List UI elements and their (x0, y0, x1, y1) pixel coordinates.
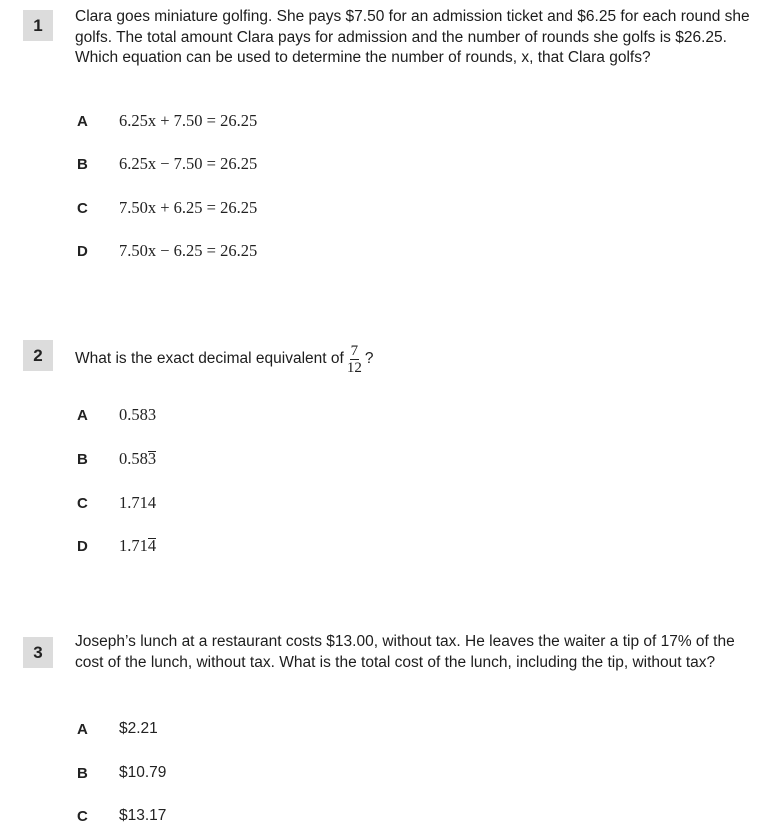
repeating-digit: 4 (147, 536, 157, 555)
answer-option-a[interactable] (77, 110, 257, 132)
stem-text: What is the exact decimal equivalent of (75, 349, 344, 367)
answer-option-a[interactable] (77, 718, 158, 740)
option-letter: B (77, 155, 88, 173)
stem-suffix: ? (364, 349, 374, 367)
fraction-numerator: 7 (350, 342, 359, 359)
option-letter: B (77, 764, 88, 782)
question-stem: Clara goes miniature golfing. She pays $7.50 for an admission ticket and $6.25 for each round she golfs. The total amount Clara pays for admission and the number of rounds she golfs is $26.25. Which equation can be used to determine the number of rounds, x, that Clara golfs? (75, 8, 750, 66)
option-text: 1.714 (119, 493, 157, 512)
fraction-denominator: 12 (346, 359, 362, 376)
fraction (347, 343, 362, 376)
option-text: $10.79 (119, 764, 167, 781)
option-text: 0.583 (119, 405, 157, 424)
answer-option-c[interactable] (77, 197, 257, 219)
answer-option-c[interactable] (77, 805, 166, 827)
option-letter: A (77, 720, 88, 738)
decimal-digits: 1.71 (119, 536, 148, 555)
option-letter: A (77, 112, 88, 130)
option-letter: D (77, 537, 88, 555)
option-text: $2.21 (119, 720, 158, 737)
answer-option-d[interactable] (77, 240, 257, 262)
option-text (119, 536, 156, 556)
option-text: 7.50x + 6.25 = 26.25 (119, 198, 258, 217)
repeating-digit: 3 (147, 449, 157, 468)
option-letter: B (77, 450, 88, 468)
option-letter: A (77, 406, 88, 424)
option-text (119, 449, 156, 469)
option-text: 7.50x − 6.25 = 26.25 (119, 241, 258, 260)
answer-option-b[interactable] (77, 153, 257, 175)
option-letter: D (77, 242, 88, 260)
answer-option-d[interactable] (77, 535, 156, 557)
question-number-badge: 3 (23, 637, 53, 668)
answer-option-a[interactable] (77, 404, 156, 426)
answer-option-b[interactable] (77, 448, 156, 470)
option-letter: C (77, 807, 88, 825)
option-letter: C (77, 494, 88, 512)
decimal-digits: 0.58 (119, 449, 148, 468)
question-number-badge: 2 (23, 340, 53, 371)
question-stem (75, 338, 750, 380)
answer-option-b[interactable] (77, 762, 166, 784)
option-letter: C (77, 199, 88, 217)
option-text: $13.17 (119, 807, 167, 824)
option-text: 6.25x − 7.50 = 26.25 (119, 154, 258, 173)
question-stem: Joseph’s lunch at a restaurant costs $13.00, without tax. He leaves the waiter a tip of 17% of the cost of the lunch, without tax. What is the total cost of the lunch, including the tip, without tax? (75, 633, 735, 671)
question-number-badge: 1 (23, 10, 53, 41)
answer-option-c[interactable] (77, 492, 156, 514)
option-text: 6.25x + 7.50 = 26.25 (119, 111, 258, 130)
